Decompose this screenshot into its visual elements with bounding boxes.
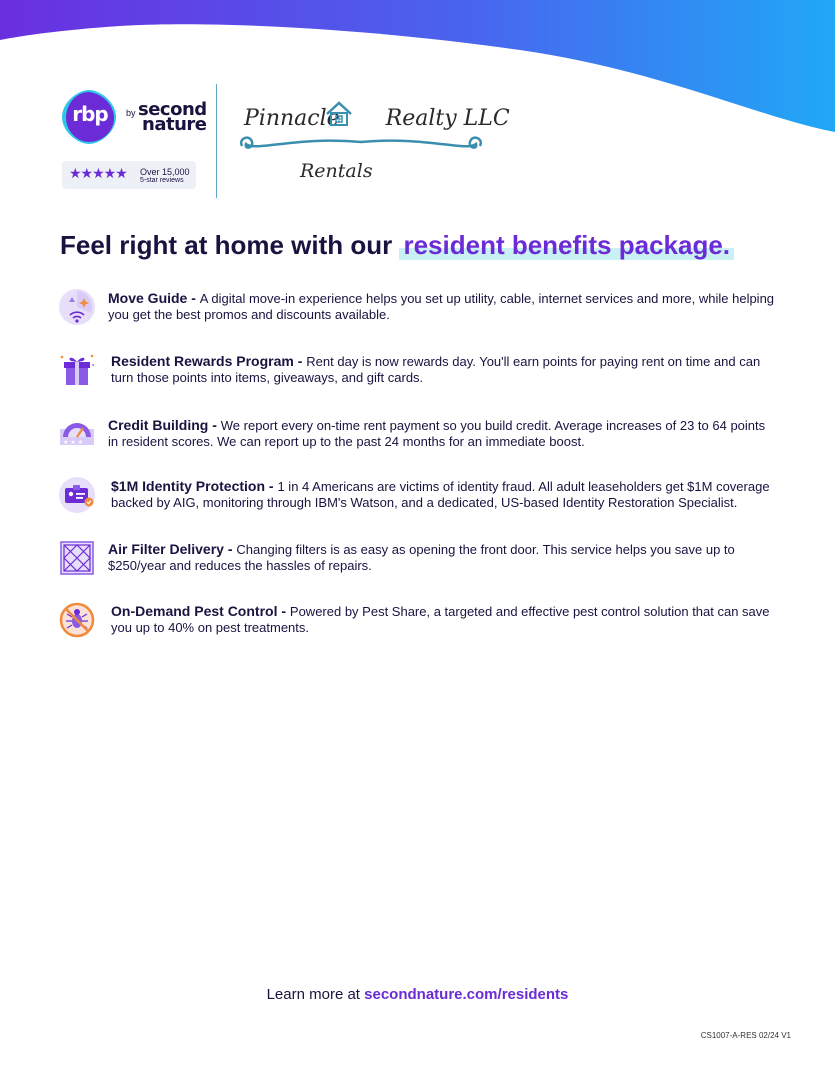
headline-plain: Feel right at home with our	[60, 230, 400, 260]
benefit-body: A digital move-in experience helps you set up utility, cable, internet services and more, while helping you get the best promos and discounts available.	[108, 291, 775, 322]
document-code: CS1007-A-RES 02/24 V1	[700, 1031, 791, 1040]
benefit-title: Air Filter Delivery -	[108, 541, 237, 557]
nature-wordmark: nature	[142, 114, 207, 135]
benefit-text	[111, 353, 781, 386]
partner-name	[244, 106, 510, 131]
headline-highlight: resident benefits package.	[399, 230, 734, 260]
pinnacle-realty-logo	[236, 98, 510, 188]
rbp-logo	[60, 88, 210, 154]
logo-divider	[216, 84, 217, 198]
reviews-label: 5-star reviews	[140, 177, 184, 184]
star-rating-icon: ★★★★★	[69, 165, 127, 181]
benefit-title: Credit Building -	[108, 417, 221, 433]
swirl-ornament-icon	[236, 130, 486, 158]
move-guide-icon	[58, 288, 96, 326]
house-icon	[325, 100, 353, 128]
benefit-title: Move Guide -	[108, 290, 200, 306]
reviews-badge	[62, 161, 196, 189]
benefit-title: Resident Rewards Program -	[111, 353, 307, 369]
benefit-title: On-Demand Pest Control -	[111, 603, 290, 619]
benefit-text	[111, 603, 781, 636]
benefit-title: $1M Identity Protection -	[111, 478, 278, 494]
rbp-wordmark: rbp	[72, 102, 108, 126]
page-headline	[60, 230, 734, 261]
benefit-body: Rent day is now rewards day. You'll earn points for paying rent on time and can turn those points into items, giveaways, and gift cards.	[111, 354, 761, 385]
partner-name-part2: Realty LLC	[385, 106, 510, 131]
partner-subtitle: Rentals	[300, 160, 373, 182]
benefit-body: 1 in 4 Americans are victims of identity fraud. All adult leaseholders get $1M coverage backed by AIG, monitoring through IBM's Watson, and a dedicated, US-based Identity Restoration Specialist.	[111, 479, 770, 510]
learn-more-prefix: Learn more at	[266, 986, 365, 1003]
partner-name-part1: Pinnacle	[244, 106, 340, 131]
benefit-text	[108, 417, 778, 450]
id-badge-icon	[58, 476, 96, 514]
benefit-body: Changing filters is as easy as opening the front door. This service helps you save up to $250/year and reduces the hassles of repairs.	[108, 542, 735, 573]
learn-more-line	[0, 986, 835, 1003]
benefit-body: We report every on-time rent payment so you build credit. Average increases of 23 to 64 points in resident scores. We can report up to the past 24 months for an immediate boost.	[108, 418, 766, 449]
credit-gauge-icon	[58, 415, 96, 453]
gift-icon	[58, 351, 96, 389]
svg-text:★ ★ ★: ★ ★ ★	[63, 439, 83, 446]
reviews-count: Over 15,000	[140, 167, 190, 177]
air-filter-icon	[58, 539, 96, 577]
benefit-text	[108, 541, 778, 574]
no-pest-icon	[58, 601, 96, 639]
by-label: by	[126, 108, 136, 118]
learn-more-link[interactable]: secondnature.com/residents	[364, 986, 569, 1003]
benefit-text	[111, 478, 781, 511]
second-wordmark: second	[138, 99, 207, 120]
benefit-body: Powered by Pest Share, a targeted and effective pest control solution that can save you up to 40% on pest treatments.	[111, 604, 770, 635]
benefit-text	[108, 290, 778, 323]
